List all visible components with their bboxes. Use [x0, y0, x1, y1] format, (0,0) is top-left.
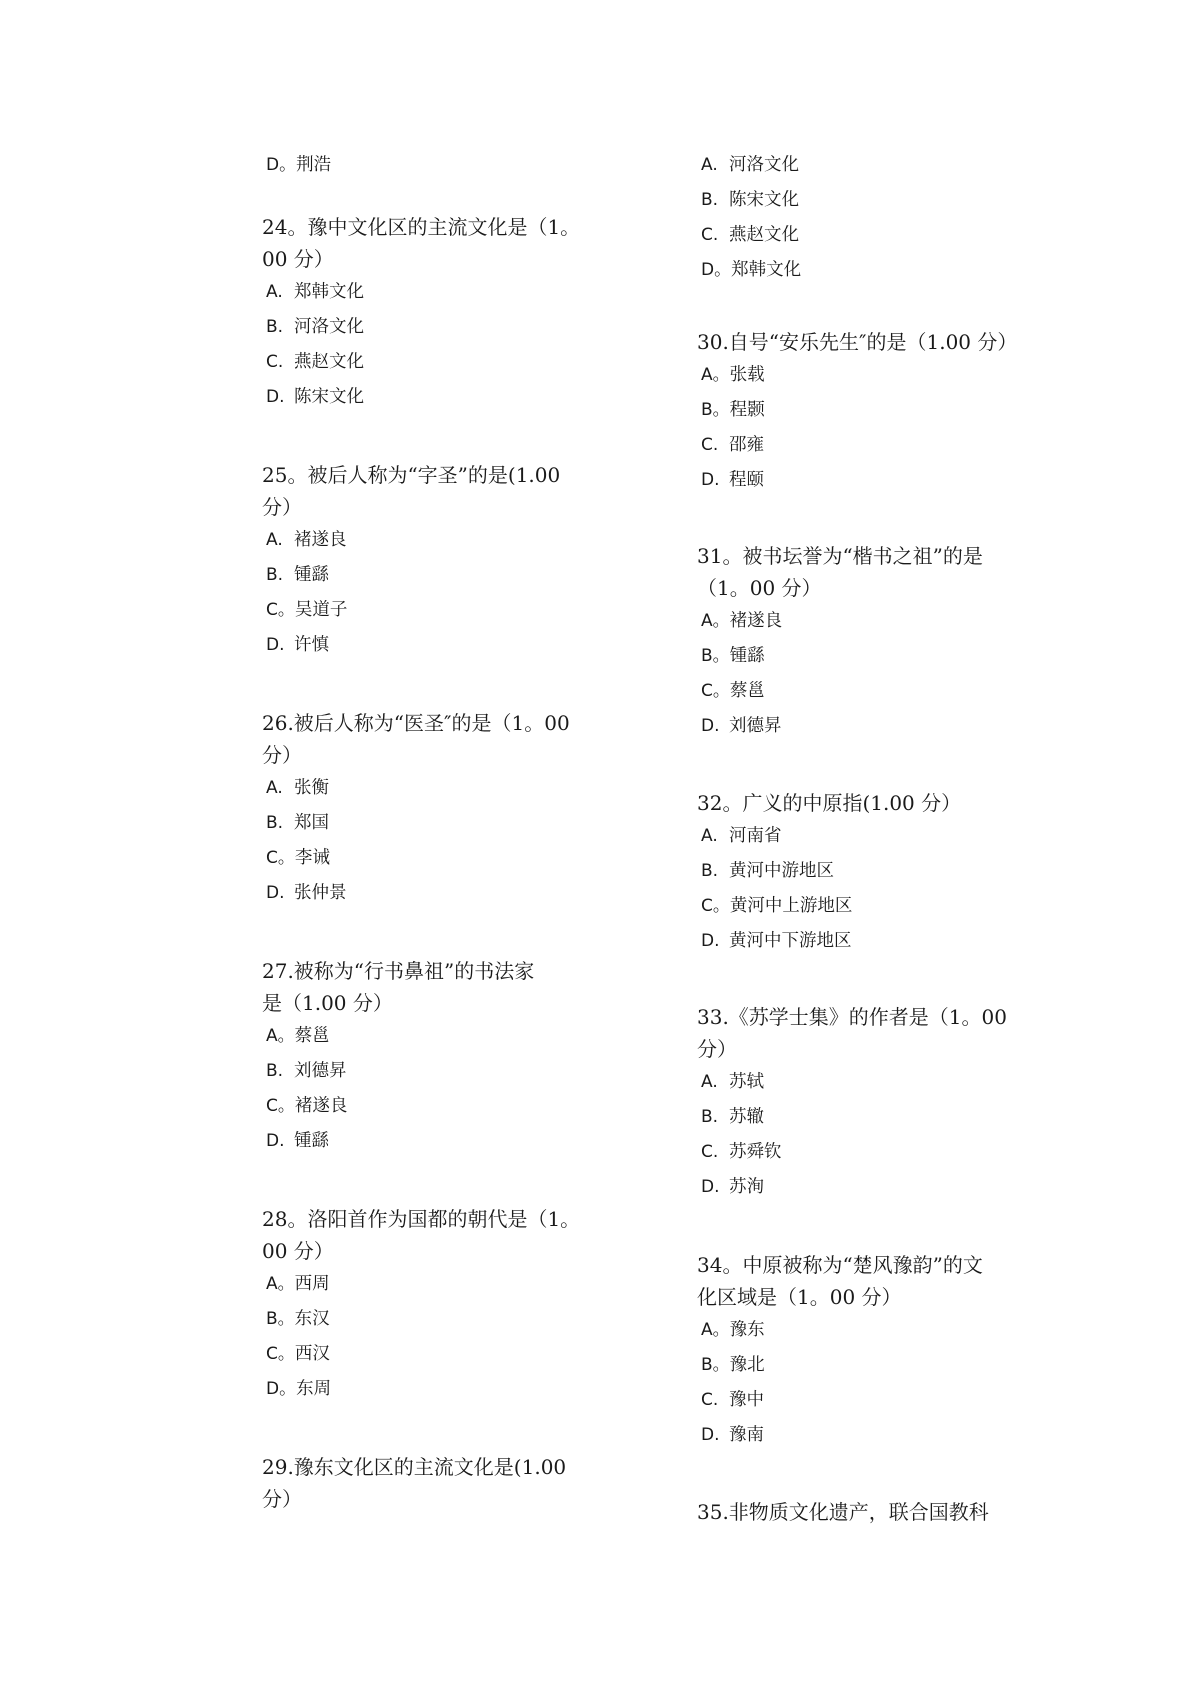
option-c: C. 邵雍	[701, 435, 764, 455]
option-b: B。锺繇	[701, 646, 765, 666]
option-d: D. 张仲景	[266, 883, 347, 903]
option-a: A。褚遂良	[701, 611, 783, 631]
option-a: A. 河洛文化	[701, 155, 799, 175]
option-d: D. 锺繇	[266, 1131, 329, 1151]
option-b: B。东汉	[266, 1309, 330, 1329]
option-c: C. 豫中	[701, 1390, 764, 1410]
option-a: A. 褚遂良	[266, 530, 347, 550]
option-d-q23: D。荆浩	[266, 155, 332, 175]
option-b: B. 黄河中游地区	[701, 861, 834, 881]
question-24-cont: 00 分）	[262, 247, 334, 271]
option-a: A。豫东	[701, 1320, 765, 1340]
option-d: D. 苏洵	[701, 1177, 764, 1197]
option-c: C。蔡邕	[701, 681, 765, 701]
option-d: D. 程颐	[701, 470, 764, 490]
question-35: 35.非物质文化遗产，联合国教科	[697, 1500, 989, 1524]
option-a: A. 郑韩文化	[266, 282, 364, 302]
question-34-cont: 化区域是（1。00 分）	[697, 1285, 902, 1309]
option-a: A。蔡邕	[266, 1026, 330, 1046]
question-28-cont: 00 分）	[262, 1239, 334, 1263]
question-27: 27.被称为“行书鼻祖”的书法家	[262, 959, 535, 983]
question-29-cont: 分）	[262, 1487, 302, 1511]
option-d: D。郑韩文化	[701, 260, 802, 280]
question-30: 30.自号“安乐先生″的是（1.00 分）	[697, 330, 1018, 354]
option-b: B. 刘德昇	[266, 1061, 347, 1081]
option-b: B。程颢	[701, 400, 765, 420]
option-d: D. 陈宋文化	[266, 387, 364, 407]
option-b: B. 郑国	[266, 813, 329, 833]
question-33-cont: 分）	[697, 1037, 737, 1061]
option-a: A. 张衡	[266, 778, 329, 798]
question-32: 32。广义的中原指(1.00 分）	[697, 791, 962, 815]
question-27-cont: 是（1.00 分）	[262, 991, 393, 1015]
question-25: 25。被后人称为“字圣”的是(1.00	[262, 463, 561, 487]
option-c: C。黄河中上游地区	[701, 896, 853, 916]
option-b: B。豫北	[701, 1355, 765, 1375]
question-31: 31。被书坛誉为“楷书之祖”的是	[697, 544, 983, 568]
option-b: B. 锺繇	[266, 565, 329, 585]
option-a: A. 苏轼	[701, 1072, 764, 1092]
question-34: 34。中原被称为“楚风豫韵”的文	[697, 1253, 983, 1277]
option-d: D. 豫南	[701, 1425, 764, 1445]
option-d: D. 许慎	[266, 635, 329, 655]
option-b: B. 苏辙	[701, 1107, 764, 1127]
option-d: D. 刘德昇	[701, 716, 782, 736]
option-a: A。张载	[701, 365, 765, 385]
question-31-cont: （1。00 分）	[697, 576, 822, 600]
option-c: C. 燕赵文化	[701, 225, 799, 245]
option-a: A。西周	[266, 1274, 330, 1294]
option-b: B. 河洛文化	[266, 317, 364, 337]
question-33: 33.《苏学士集》的作者是（1。00	[697, 1005, 1007, 1029]
option-c: C。李诫	[266, 848, 330, 868]
option-c: C。褚遂良	[266, 1096, 348, 1116]
question-24: 24。豫中文化区的主流文化是（1。	[262, 215, 581, 239]
option-d: D。东周	[266, 1379, 332, 1399]
option-d: D. 黄河中下游地区	[701, 931, 852, 951]
option-c: C。吴道子	[266, 600, 348, 620]
option-b: B. 陈宋文化	[701, 190, 799, 210]
question-28: 28。洛阳首作为国都的朝代是（1。	[262, 1207, 581, 1231]
question-25-cont: 分）	[262, 495, 302, 519]
question-29: 29.豫东文化区的主流文化是(1.00	[262, 1455, 567, 1479]
option-c: C。西汉	[266, 1344, 330, 1364]
question-26-cont: 分）	[262, 743, 302, 767]
option-a: A. 河南省	[701, 826, 782, 846]
question-26: 26.被后人称为“医圣″的是（1。00	[262, 711, 570, 735]
option-c: C. 苏舜钦	[701, 1142, 782, 1162]
option-c: C. 燕赵文化	[266, 352, 364, 372]
